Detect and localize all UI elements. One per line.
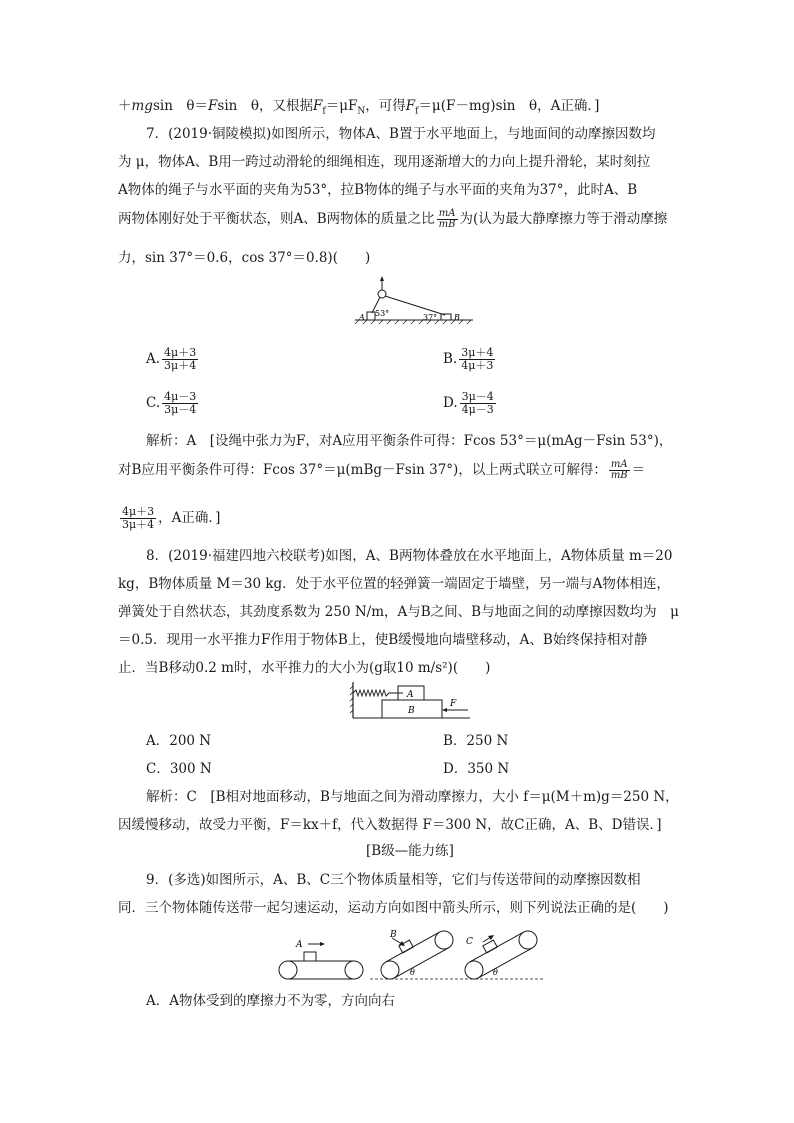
q8-option-d[interactable]: D．350 N bbox=[443, 761, 510, 777]
q8-line-2: kg，B物体质量 M＝30 kg．处于水平位置的轻弹簧一端固定于墙壁，另一端与A物体相连， bbox=[118, 576, 670, 592]
theta-B: θ bbox=[410, 968, 415, 977]
q9-option-a[interactable]: A．A物体受到的摩擦力不为零，方向向右 bbox=[146, 993, 395, 1009]
label-F: F bbox=[450, 699, 457, 709]
q9-line-1: 9．(多选)如图所示，A、B、C三个物体质量相等，它们与传送带间的动摩擦因数相 bbox=[146, 872, 641, 888]
spring bbox=[353, 690, 403, 696]
q8-solution-line-1: 解析：C [B相对地面移动，B与地面之间为滑动摩擦力，大小 f＝μ(M＋m)g＝250 N， bbox=[146, 789, 679, 805]
q8-line-4: ＝0.5．现用一水平推力F作用于物体B上，使B缓慢地向墙壁移动，A、B始终保持相对静 bbox=[118, 632, 648, 648]
label-B: B bbox=[454, 313, 460, 322]
q7-line-3: A物体的绳子与水平面的夹角为53°，拉B物体的绳子与水平面的夹角为37°，此时A、B bbox=[118, 182, 638, 198]
pull-arrow-head bbox=[380, 276, 384, 281]
theta-C: θ bbox=[493, 968, 498, 977]
q6-tail-line: ＋mgsin θ＝Fsin θ，又根据$F_f=\mu F_N$，可得$F_f=\mu(F-mg)\sin$ θ，A正确．] bbox=[118, 98, 600, 117]
q9-conveyor-figure bbox=[278, 924, 544, 982]
q8-option-c[interactable]: C．300 N bbox=[146, 761, 212, 777]
q8-line-5: 止．当B移动0.2 m时，水平推力的大小为(g取10 m/s²)( ) bbox=[118, 660, 491, 676]
label-A: A bbox=[407, 690, 414, 700]
force-arrow-head bbox=[442, 708, 447, 712]
label-A: A bbox=[296, 940, 303, 950]
section-heading: [B级—能力练] bbox=[366, 843, 454, 859]
horizontal-belt bbox=[279, 940, 363, 979]
q7-pulley-figure bbox=[345, 276, 475, 326]
label-37: 37° bbox=[423, 313, 438, 322]
block-A bbox=[367, 312, 375, 320]
q8-option-b[interactable]: B．250 N bbox=[443, 733, 509, 749]
label-A: A bbox=[359, 313, 365, 322]
inclined-belt-C bbox=[465, 931, 537, 979]
q7-line-4: 两物体刚好处于平衡状态，则A、B两物体的质量之比 $\frac{mA}{mB}$ 为(认为最大静摩擦力等于滑动摩擦 bbox=[118, 208, 668, 230]
label-B: B bbox=[408, 706, 415, 716]
q7-solution-line-2: 对B应用平衡条件可得：Fcos 37°＝μ(mBg－Fsin 37°)，以上两式联立可解得： $\frac{mA}{mB}$ ＝ bbox=[118, 459, 646, 481]
inclined-belt-B bbox=[381, 930, 453, 979]
q7-line-5: 力，sin 37°＝0.6，cos 37°＝0.8)( ) bbox=[118, 250, 371, 266]
q9-line-2: 同．三个物体随传送带一起匀速运动，运动方向如图中箭头所示，则下列说法正确的是( ) bbox=[118, 900, 669, 916]
label-C: C bbox=[466, 937, 473, 947]
q7-mass-ratio: $\frac{mA}{mB}$ bbox=[438, 208, 456, 230]
q7-option-c[interactable]: C. $\frac{4\mu-3}{3\mu-4}$ bbox=[146, 390, 197, 416]
block-C bbox=[483, 940, 497, 953]
q7-line-1: 7．(2019·铜陵模拟)如图所示，物体A、B置于水平地面上，与地面间的动摩擦因数均 bbox=[146, 126, 656, 142]
q7-solution-line-1: 解析：A [设绳中张力为F，对A应用平衡条件可得：Fcos 53°＝μ(mAg－Fsin 53°)， bbox=[146, 433, 673, 449]
q7-option-b[interactable]: B. $\frac{3\mu+4}{4\mu+3}$ bbox=[443, 346, 494, 372]
q8-line-3: 弹簧处于自然状态，其劲度系数为 250 N/m，A与B之间、B与地面之间的动摩擦因数均为 μ bbox=[118, 604, 679, 620]
q7-line-2: 为 μ，物体A、B用一跨过动滑轮的细绳相连，现用逐渐增大的力向上提升滑轮，某时刻拉 bbox=[118, 154, 651, 170]
pulley bbox=[378, 290, 386, 298]
q7-option-a[interactable]: A. $\frac{4\mu+3}{3\mu+4}$ bbox=[146, 346, 197, 372]
block-B bbox=[399, 940, 413, 953]
q8-line-1: 8．(2019·福建四地六校联考)如图，A、B两物体叠放在水平地面上，A物体质量 m＝20 bbox=[146, 548, 673, 564]
label-53: 53° bbox=[375, 309, 390, 318]
q7-solution-line-3: $\frac{4\mu+3}{3\mu+4}$ ，A正确．] bbox=[122, 505, 221, 531]
q7-option-d[interactable]: D. $\frac{3\mu-4}{4\mu-3}$ bbox=[443, 390, 494, 416]
q8-option-a[interactable]: A．200 N bbox=[146, 733, 212, 749]
block-A bbox=[304, 952, 316, 961]
label-B: B bbox=[390, 930, 397, 940]
q8-solution-line-2: 因缓慢移动，故受力平衡，F＝kx＋f，代入数据得 F＝300 N，故C正确，A、B、D错误．] bbox=[118, 817, 662, 833]
block-B bbox=[441, 314, 451, 320]
q8-spring-figure bbox=[350, 682, 472, 722]
